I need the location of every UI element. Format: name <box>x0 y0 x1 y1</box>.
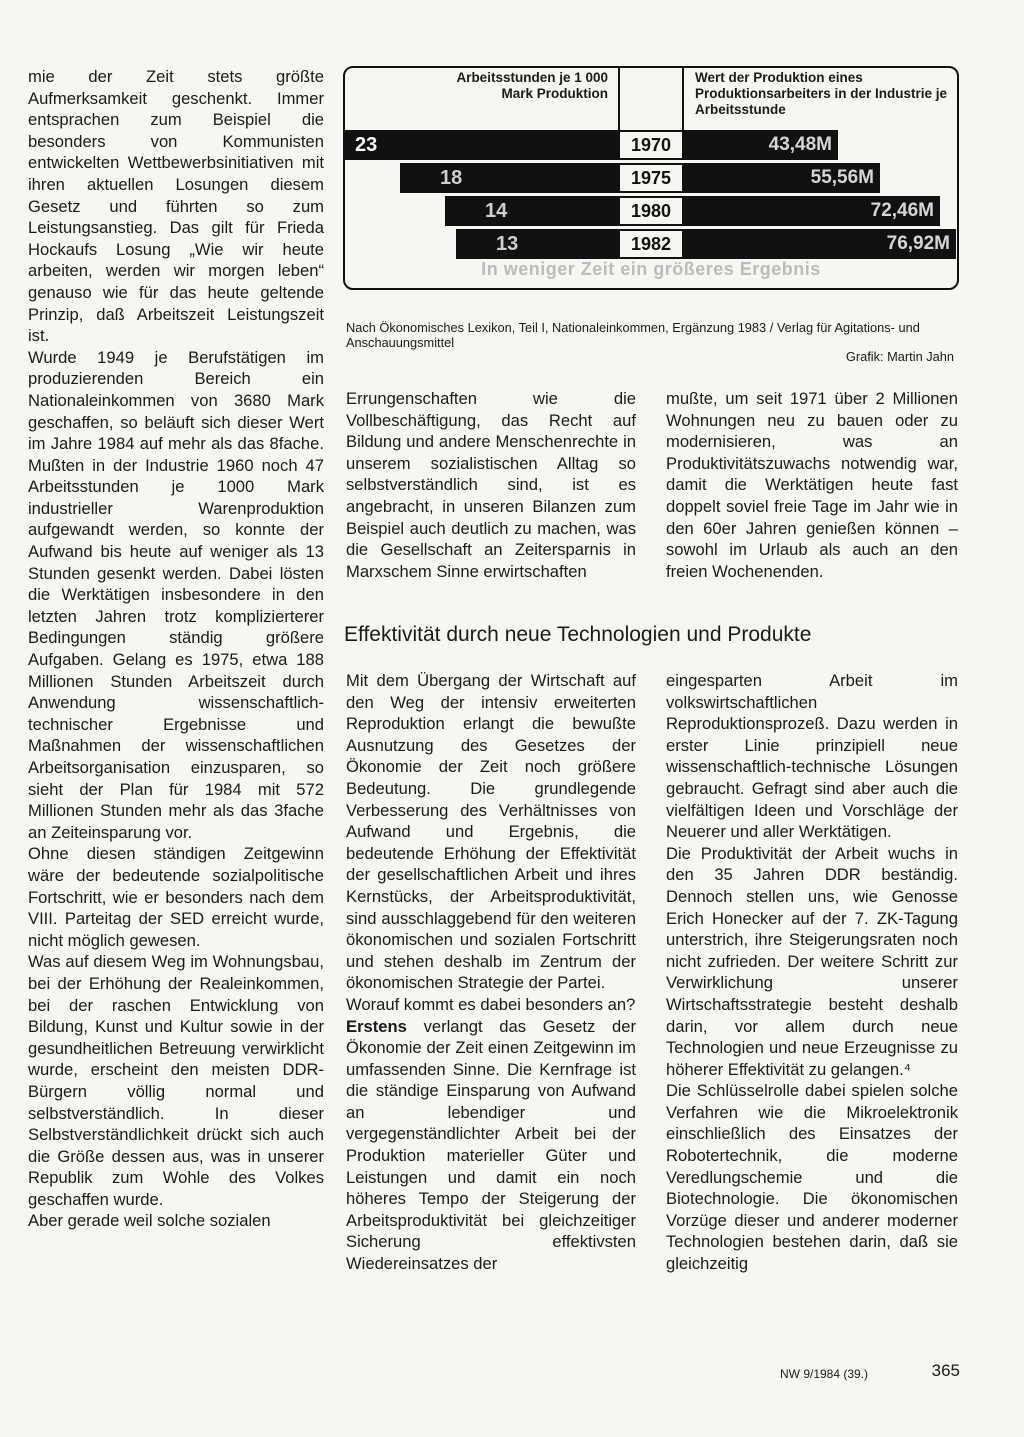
hours-label: 13 <box>496 233 519 255</box>
hours-bar <box>456 229 618 259</box>
productivity-graphic <box>343 66 959 290</box>
hours-bar <box>343 130 618 160</box>
graphic-header-value: Wert der Produktion eines Produktionsarbeiters in der Industrie je Arbeitsstunde <box>695 70 948 117</box>
middle-column-bottom <box>346 670 636 1275</box>
middle-bottom-paragraph-3-text: verlangt das Gesetz der Ökonomie der Zeit einen Zeitgewinn im umfassenden Sinne. Die Kernfrage ist die ständige Einsparung von Aufwand an lebendiger und vergegenständlichter Arbeit bei der Produktion materieller Güter und Leistungen und damit ein noch höheres Tempo der Steigerung der Arbeitsproduktivität bei gleichzeitiger Sicherung effektivsten Wiedereinsatzes der <box>346 1016 636 1274</box>
middle-column-top <box>346 388 636 582</box>
graphic-divider <box>618 66 620 130</box>
middle-bottom-paragraph-2: Worauf kommt es dabei besonders an? <box>346 994 636 1014</box>
middle-bottom-paragraph-3 <box>346 1016 636 1275</box>
right-column-top <box>666 388 958 582</box>
middle-bottom-paragraph-1: Mit dem Übergang der Wirtschaft auf den Weg der intensiv erweiterten Reproduktion erlangt die bewußte Ausnutzung des Gesetzes der Ökonomie der Zeit noch größere Bedeutung. Die grundlegende Verbesserung des Verhältnisses von Aufwand und Ergebnis, die bedeutende Erhöhung der Effektivität der gesellschaftlichen Arbeit und ihres Kernstücks, der Arbeitsproduktivität, sind ausschlaggebend für den weiteren ökonomischen und sozialen Fortschritt und stehen deshalb im Zentrum der ökonomischen Strategie der Partei. <box>346 671 636 993</box>
section-heading: Effektivität durch neue Technologien und Produkte <box>344 623 812 646</box>
year-label: 1980 <box>618 196 684 226</box>
value-bar: 43,48M <box>684 130 838 160</box>
right-column-bottom <box>666 670 958 1275</box>
emphasis-erstens: Erstens <box>346 1016 407 1036</box>
graphic-caption: Nach Ökonomisches Lexikon, Teil I, Nationaleinkommen, Ergänzung 1983 / Verlag für Agitations- und Anschauungsmittel <box>346 320 920 350</box>
left-paragraph-3: Ohne diesen ständigen Zeitgewinn wäre der bedeutende sozialpolitische Fortschritt, wie er besonders nach dem VIII. Parteitag der SED erreicht wurde, nicht möglich gewesen. <box>28 844 324 950</box>
graphic-divider <box>682 66 684 130</box>
right-top-paragraph: mußte, um seit 1971 über 2 Millionen Wohnungen neu zu bauen oder zu modernisieren, was an Produktivitätszuwachs notwendig war, damit die Werktätigen heute fast doppelt soviel freie Tage im Jahr wie in den 60er Jahren genießen können – sowohl im Urlaub als auch an den freien Wochenenden. <box>666 389 958 581</box>
year-label: 1982 <box>618 229 684 259</box>
graphic-title: In weniger Zeit ein größeres Ergebnis <box>481 259 821 279</box>
right-bottom-paragraph-1: eingesparten Arbeit im volkswirtschaftlichen Reproduktionsprozeß. Dazu werden in erster Linie prinzipiell neue wissenschaftlich-technische Lösungen gebraucht. Gefragt sind aber auch die vielfältigen Ideen und Vorschläge der Neuerer und aller Werktätigen. <box>666 671 958 842</box>
value-bar: 55,56M <box>684 163 880 193</box>
left-paragraph-1: mie der Zeit stets größte Aufmerksamkeit geschenkt. Immer entsprachen zum Beispiel die besonders von Kommunisten entwickelten Wettbewerbsinitiativen mit ihren aktuellen Losungen diesem Gesetz und führten so zum Leistungsanstieg. Das gilt für Frieda Hockaufs Losung „Wie wir heute arbeiten, werden wir morgen leben“ genauso wie für das heute geltende Prinzip, daß Arbeitszeit Leistungszeit ist. <box>28 67 324 346</box>
hours-label: 23 <box>355 134 378 156</box>
year-label: 1970 <box>618 130 684 160</box>
left-paragraph-2: Wurde 1949 je Berufstätigen im produzierenden Bereich ein Nationaleinkommen von 3680 Mark geschaffen, so beläuft sich dieser Wert im Jahre 1984 auf mehr als das 8fache. Mußten in der Industrie 1960 noch 47 Arbeitsstunden je 1000 Mark industrieller Warenproduktion aufgewandt werden, so konnte der Aufwand bis heute auf weniger als 13 Stunden gesenkt werden. Dabei lösten die Werktätigen insbesondere in den letzten Jahren trotz komplizierterer Bedingungen ständig größere Aufgaben. Gelang es 1975, etwa 188 Millionen Stunden Arbeitszeit durch Anwendung wissenschaftlich-technischer Ergebnisse und Maßnahmen der wissenschaftlichen Arbeitsorganisation einzusparen, so sieht der Plan für 1984 mit 572 Millionen Stunden mehr als das 3fache an Zeiteinsparung vor. <box>28 347 324 842</box>
right-bottom-paragraph-2: Die Produktivität der Arbeit wuchs in den 35 Jahren DDR beständig. Dennoch stellen uns, wie Genosse Erich Honecker auf der 7. ZK-Tagung unterstrich, ihre Steigerungsraten noch nicht zufrieden. Der weitere Schritt zur Verwirklichung unserer Wirtschaftsstrategie besteht deshalb darin, vor allem durch neue Technologien und neue Erzeugnisse zu höherer Effektivität zu gelangen.⁴ <box>666 843 958 1079</box>
hours-bar <box>445 196 618 226</box>
left-column <box>28 66 324 1232</box>
hours-label: 18 <box>440 167 463 189</box>
left-paragraph-4: Was auf diesem Weg im Wohnungsbau, bei der Erhöhung der Realeinkommen, bei der raschen Entwicklung von Bildung, Kunst und Kultur sowie in der gesundheitlichen Betreuung verwirklicht wurde, erscheint den meisten DDR-Bürgern völlig normal und selbstverständlich. In dieser Selbstverständlichkeit drückt sich auch die Größe dessen aus, was in unserer Republik zum Wohle des Volkes geschaffen wurde. <box>28 952 324 1209</box>
right-bottom-paragraph-3: Die Schlüsselrolle dabei spielen solche Verfahren wie die Mikroelektronik einschließlich des Einsatzes der Robotertechnik, die moderne Veredlungschemie und die Biotechnologie. Die ökonomischen Vorzüge dieser und anderer moderner Technologien bestehen darin, daß sie gleichzeitig <box>666 1081 958 1274</box>
page-number: 365 <box>931 1361 960 1380</box>
year-label: 1975 <box>618 163 684 193</box>
hours-bar <box>400 163 618 193</box>
value-bar: 72,46M <box>684 196 940 226</box>
middle-top-paragraph: Errungenschaften wie die Vollbeschäftigung, das Recht auf Bildung und andere Menschenrechte in unserem sozialistischen Alltag so selbstverständlich sind, ist es angebracht, in unseren Bilanzen zum Beispiel auch deutlich zu machen, was die Gesellschaft an Zeitersparnis in Marxschem Sinne erwirtschaften <box>346 389 636 581</box>
graphic-credit: Grafik: Martin Jahn <box>845 349 954 364</box>
hours-label: 14 <box>485 200 508 222</box>
value-bar: 76,92M <box>684 229 956 259</box>
left-paragraph-5: Aber gerade weil solche sozialen <box>28 1211 271 1231</box>
graphic-header-hours: Arbeitsstunden je 1 000 Mark Produktion <box>456 70 608 101</box>
footer-issue: NW 9/1984 (39.) <box>780 1367 869 1381</box>
